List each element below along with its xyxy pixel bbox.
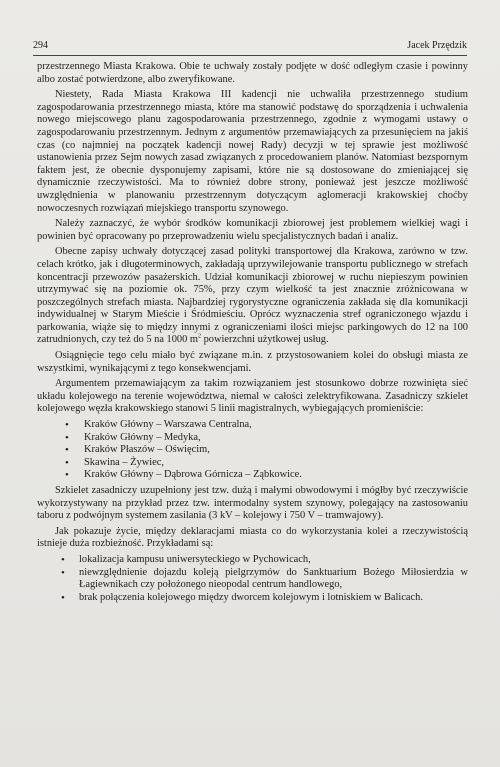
body-text <box>37 61 468 607</box>
list-item-text: Kraków Główny – Dąbrowa Górnicza – Ząbkowice. <box>84 469 302 481</box>
bullet-icon: • <box>65 431 69 444</box>
paragraph: przestrzennego Miasta Krakowa. Obie te uchwały zostały podjęte w dość odległym czasie i powinny albo zostać potwierdzone, albo zweryfikowane. <box>37 61 468 85</box>
list-item <box>37 592 468 605</box>
bullet-icon: • <box>65 419 69 432</box>
list-item <box>37 444 468 457</box>
list-item-text: Skawina – Żywiec, <box>84 456 164 468</box>
list-item <box>37 457 468 470</box>
bullet-icon: • <box>65 444 69 457</box>
list-item-text: Kraków Płaszów – Oświęcim, <box>84 444 210 456</box>
paragraph-text: Obecne zapisy uchwały dotyczącej zasad polityki transportowej dla Krakowa, zarówno w tzw. celach krótko, jak i długoterminowych, zakładają uprzywilejowanie transportu publicznego w strefach koncentracji przewozów pasażerskich. Udział komunikacji zbiorowej w ruchu niepieszym powinien utrzymywać się na poziomie ok. 75%, przy czym wielkość ta jest znacznie zróżnicowana w poszczególnych strefach miasta. Najbardziej rygorystyczne ograniczenia zakłada się dla komunikacji indywidualnej w Starym Mieście i Śródmieściu. Oprócz wyznaczenia stref ograniczonego wjazdu i parkowania, wiąże się to między innymi z ograniczeniami ilości miejsc parkingowych do 12 na 100 zatrudnionych, czy też do 5 na 1000 m <box>37 246 468 346</box>
bullet-icon: • <box>61 591 65 604</box>
list-item-text: niewzględnienie dojazdu koleją pielgrzymów do Sanktuarium Bożego Miłosierdzia w Łagiewnikach czy położonego nieopodal centrum handlowego, <box>79 566 468 591</box>
list-item <box>37 419 468 432</box>
bullet-icon: • <box>65 469 69 482</box>
bullet-icon: • <box>65 456 69 469</box>
page-number: 294 <box>33 40 48 51</box>
examples-list <box>37 554 468 604</box>
list-item <box>37 469 468 482</box>
paragraph: Jak pokazuje życie, między deklaracjami miasta co do wykorzystania kolei a rzeczywistością istnieje duża rozbieżność. Przykładami są: <box>37 525 468 550</box>
list-item <box>37 554 468 567</box>
list-item-text: Kraków Główny – Medyka, <box>84 431 201 443</box>
list-item <box>37 432 468 445</box>
list-item-text: lokalizacja kampusu uniwersyteckiego w Pychowicach, <box>79 553 311 565</box>
superscript: 2 <box>198 334 202 340</box>
paragraph: Argumentem przemawiającym za takim rozwiązaniem jest stosunkowo dobrze rozwinięta sieć układu kolejowego na terenie województwa, niemal w całości zelektryfikowana. Zasadniczy szkielet kolejowego węzła krakowskiego stanowi 5 linii magistralnych, wybiegających promieniście: <box>37 378 468 415</box>
paragraph: Niestety, Rada Miasta Krakowa III kadencji nie uchwaliła przestrzennego studium zagospodarowania przestrzennego miasta, które ma stanowić podstawę do sporządzenia i uchwalenia nowego miejscowego planu zagospodarowania przestrzennego, zgodnie z wymogami ustawy o zagospodarowaniu przestrzennym. Jednym z argumentów przemawiających za przesunięciem na jakiś czas (co najmniej na początek kadencji nowej Rady) decyzji w tej sprawie jest możliwość ustanowienia przez Sejm nowych zasad związanych z procedowaniem planów. Natomiast bezspornym faktem jest, że obecnie dysponujemy zapisami, które nie są dostosowane do zmieniającej się dynamicznie rzeczywistości. Ma to również dobre strony, ponieważ jest jeszcze możliwość uwzględnienia w planowaniu przestrzennym dotyczącym aglomeracji krakowskiej choćby nowoczesnych rozwiązań miejskiego transportu szynowego. <box>37 89 468 214</box>
paragraph <box>37 246 468 347</box>
list-item-text: brak połączenia kolejowego między dworcem kolejowym i lotniskiem w Balicach. <box>79 591 423 603</box>
list-item <box>37 567 468 592</box>
list-item-text: Kraków Główny – Warszawa Centralna, <box>84 419 252 431</box>
header-rule <box>33 55 467 56</box>
rail-lines-list <box>37 419 468 482</box>
bullet-icon: • <box>61 566 65 579</box>
paragraph: Szkielet zasadniczy uzupełniony jest tzw. dużą i małymi obwodowymi i mógłby być rzeczywiście wykorzystywany na przykład przez tzw. intermodalny system szynowy, polegający na zastosowaniu taboru z podwójnym systemem zasilania (3 kV – kolejowy i 750 V – tramwajowy). <box>37 485 468 522</box>
running-head <box>33 40 467 52</box>
paragraph-text: powierzchni użytkowej usług. <box>201 334 329 346</box>
paragraph: Należy zaznaczyć, że wybór środków komunikacji zbiorowej jest problemem wielkiej wagi i powinien być opracowany po przeprowadzeniu wielu specjalistycznych badań i analiz. <box>37 218 468 242</box>
bullet-icon: • <box>61 553 65 566</box>
paragraph: Osiągnięcie tego celu miało być związane m.in. z przystosowaniem kolei do obsługi miasta ze wszystkimi, wynikającymi z tego konsekwencjami. <box>37 350 468 374</box>
running-author: Jacek Przędzik <box>407 40 467 51</box>
